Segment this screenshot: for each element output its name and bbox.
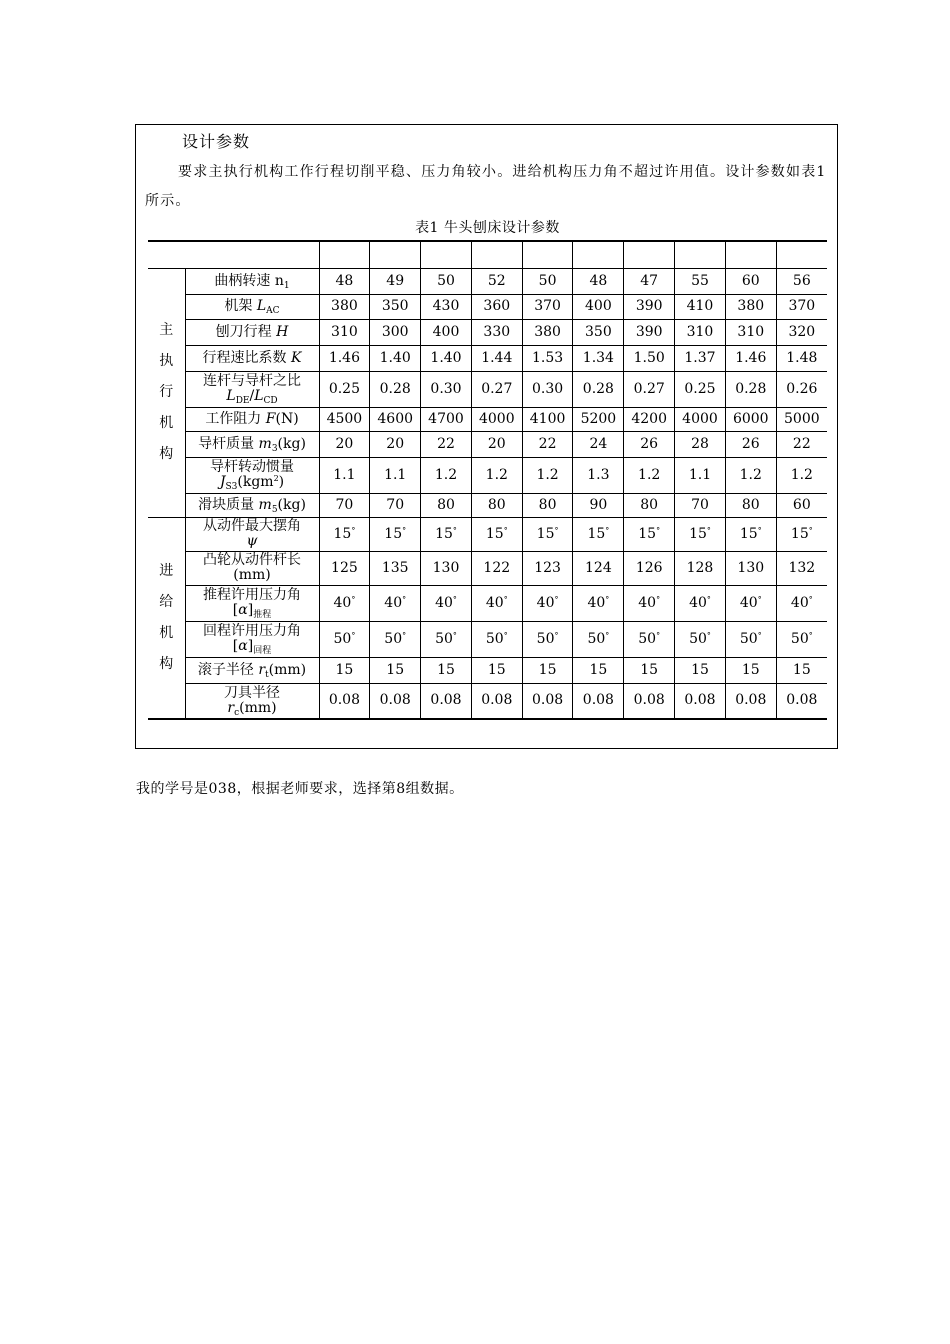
parameter-value: 50° bbox=[624, 621, 675, 657]
parameter-value: 60 bbox=[725, 268, 776, 294]
parameter-value: 5200 bbox=[573, 407, 624, 431]
parameter-value: 0.30 bbox=[421, 371, 472, 407]
parameter-value: 20 bbox=[370, 431, 421, 457]
parameter-label: 滑块质量 $m_5(kg)$ bbox=[185, 493, 319, 517]
parameter-value: 1.2 bbox=[776, 457, 827, 493]
parameter-value: 0.08 bbox=[421, 683, 472, 719]
parameter-value: 350 bbox=[573, 319, 624, 345]
parameter-value: 0.08 bbox=[573, 683, 624, 719]
table-row bbox=[148, 268, 827, 294]
parameter-value: 1.1 bbox=[370, 457, 421, 493]
parameter-value: 15° bbox=[675, 517, 726, 551]
parameter-value: 128 bbox=[675, 551, 726, 585]
table-row bbox=[148, 517, 827, 551]
column-header bbox=[471, 241, 522, 268]
parameter-value: 50° bbox=[573, 621, 624, 657]
parameter-value: 300 bbox=[370, 319, 421, 345]
parameter-value: 50° bbox=[421, 621, 472, 657]
table-row bbox=[148, 407, 827, 431]
parameter-value: 40° bbox=[522, 585, 573, 621]
header-label bbox=[148, 241, 319, 268]
parameter-value: 40° bbox=[471, 585, 522, 621]
parameter-value: 15° bbox=[624, 517, 675, 551]
header-row bbox=[148, 241, 827, 268]
parameter-value: 0.25 bbox=[675, 371, 726, 407]
parameter-value: 15° bbox=[471, 517, 522, 551]
column-header bbox=[370, 241, 421, 268]
parameter-value: 26 bbox=[725, 431, 776, 457]
parameter-value: 0.08 bbox=[725, 683, 776, 719]
table-row bbox=[148, 585, 827, 621]
table-row bbox=[148, 319, 827, 345]
parameter-value: 49 bbox=[370, 268, 421, 294]
parameter-value: 15° bbox=[725, 517, 776, 551]
parameter-value: 370 bbox=[522, 294, 573, 319]
parameter-value: 0.28 bbox=[370, 371, 421, 407]
parameter-label: 曲柄转速 $n_1$ bbox=[185, 268, 319, 294]
parameter-value: 1.44 bbox=[471, 345, 522, 371]
parameter-value: 15 bbox=[725, 657, 776, 683]
table-row bbox=[148, 457, 827, 493]
parameter-value: 310 bbox=[725, 319, 776, 345]
group-name: 主 执 行 机 构 bbox=[159, 322, 174, 462]
column-header bbox=[776, 241, 827, 268]
parameter-value: 40° bbox=[725, 585, 776, 621]
parameter-value: 380 bbox=[319, 294, 370, 319]
parameter-value: 15° bbox=[370, 517, 421, 551]
parameter-value: 1.3 bbox=[573, 457, 624, 493]
parameter-value: 0.27 bbox=[471, 371, 522, 407]
parameter-value: 70 bbox=[675, 493, 726, 517]
parameter-value: 0.30 bbox=[522, 371, 573, 407]
parameter-label: 机架 $L_{AC}$ bbox=[185, 294, 319, 319]
parameter-value: 15° bbox=[573, 517, 624, 551]
parameter-value: 123 bbox=[522, 551, 573, 585]
parameter-value: 390 bbox=[624, 294, 675, 319]
parameter-value: 22 bbox=[522, 431, 573, 457]
parameter-value: 1.40 bbox=[421, 345, 472, 371]
parameter-value: 0.27 bbox=[624, 371, 675, 407]
group-label bbox=[148, 268, 185, 517]
parameter-value: 22 bbox=[776, 431, 827, 457]
table-caption: 表1 牛头刨床设计参数 bbox=[415, 220, 560, 236]
parameter-value: 50° bbox=[370, 621, 421, 657]
parameter-value: 330 bbox=[471, 319, 522, 345]
table-row bbox=[148, 371, 827, 407]
parameter-value: 80 bbox=[624, 493, 675, 517]
parameter-label: 滚子半径 $r_t(mm)$ bbox=[185, 657, 319, 683]
parameter-label: 刀具半径 $r_c(mm)$ bbox=[185, 683, 319, 719]
parameter-value: 48 bbox=[319, 268, 370, 294]
column-header bbox=[675, 241, 726, 268]
parameter-value: 122 bbox=[471, 551, 522, 585]
section-heading: 设计参数 bbox=[182, 132, 251, 151]
parameter-value: 1.53 bbox=[522, 345, 573, 371]
parameter-value: 380 bbox=[522, 319, 573, 345]
parameter-value: 15 bbox=[675, 657, 726, 683]
parameter-value: 15 bbox=[522, 657, 573, 683]
parameter-value: 90 bbox=[573, 493, 624, 517]
parameter-value: 1.2 bbox=[471, 457, 522, 493]
parameter-value: 1.1 bbox=[675, 457, 726, 493]
parameter-value: 0.08 bbox=[624, 683, 675, 719]
parameter-value: 126 bbox=[624, 551, 675, 585]
parameter-value: 52 bbox=[471, 268, 522, 294]
parameter-value: 47 bbox=[624, 268, 675, 294]
parameter-value: 4700 bbox=[421, 407, 472, 431]
parameter-value: 0.08 bbox=[776, 683, 827, 719]
parameter-value: 1.40 bbox=[370, 345, 421, 371]
parameter-value: 15° bbox=[776, 517, 827, 551]
parameter-value: 0.28 bbox=[573, 371, 624, 407]
parameter-value: 48 bbox=[573, 268, 624, 294]
parameter-value: 20 bbox=[319, 431, 370, 457]
parameter-value: 60 bbox=[776, 493, 827, 517]
parameter-value: 1.2 bbox=[421, 457, 472, 493]
parameter-value: 15 bbox=[624, 657, 675, 683]
parameter-label: 凸轮从动件杆长 (mm) bbox=[185, 551, 319, 585]
parameter-value: 4100 bbox=[522, 407, 573, 431]
parameter-value: 310 bbox=[675, 319, 726, 345]
table-row bbox=[148, 621, 827, 657]
parameter-value: 4500 bbox=[319, 407, 370, 431]
parameter-value: 15° bbox=[522, 517, 573, 551]
parameter-value: 0.08 bbox=[675, 683, 726, 719]
parameter-value: 15 bbox=[573, 657, 624, 683]
parameter-value: 50° bbox=[675, 621, 726, 657]
parameter-label: 刨刀行程 H bbox=[185, 319, 319, 345]
parameter-value: 1.1 bbox=[319, 457, 370, 493]
parameter-value: 0.08 bbox=[471, 683, 522, 719]
parameter-value: 40° bbox=[776, 585, 827, 621]
table-row bbox=[148, 657, 827, 683]
parameter-value: 4000 bbox=[471, 407, 522, 431]
parameter-value: 135 bbox=[370, 551, 421, 585]
parameter-value: 124 bbox=[573, 551, 624, 585]
parameter-value: 24 bbox=[573, 431, 624, 457]
parameter-value: 50° bbox=[471, 621, 522, 657]
parameter-label: 导杆转动惯量 $J_{S3}(kgm^2)$ bbox=[185, 457, 319, 493]
parameter-value: 0.26 bbox=[776, 371, 827, 407]
parameter-value: 80 bbox=[421, 493, 472, 517]
parameter-value: 20 bbox=[471, 431, 522, 457]
column-header bbox=[319, 241, 370, 268]
parameter-value: 400 bbox=[421, 319, 472, 345]
column-header bbox=[522, 241, 573, 268]
table-row bbox=[148, 431, 827, 457]
design-parameter-table bbox=[148, 240, 827, 720]
parameter-value: 0.08 bbox=[522, 683, 573, 719]
parameter-value: 0.28 bbox=[725, 371, 776, 407]
parameter-label: 工作阻力 F(N) bbox=[185, 407, 319, 431]
table-row bbox=[148, 345, 827, 371]
parameter-value: 4200 bbox=[624, 407, 675, 431]
column-header bbox=[421, 241, 472, 268]
requirements-paragraph: 要求主执行机构工作行程切削平稳、压力角较小。进给机构压力角不超过许用值。设计参数如表1所示。 bbox=[145, 164, 827, 209]
parameter-value: 50° bbox=[776, 621, 827, 657]
parameter-value: 15 bbox=[370, 657, 421, 683]
table-row bbox=[148, 551, 827, 585]
column-header bbox=[573, 241, 624, 268]
parameter-value: 310 bbox=[319, 319, 370, 345]
parameter-value: 28 bbox=[675, 431, 726, 457]
column-header bbox=[624, 241, 675, 268]
parameter-value: 70 bbox=[319, 493, 370, 517]
parameter-value: 1.46 bbox=[725, 345, 776, 371]
group-name: 进 给 机 构 bbox=[159, 562, 174, 672]
parameter-value: 0.25 bbox=[319, 371, 370, 407]
parameter-value: 15 bbox=[776, 657, 827, 683]
parameter-value: 430 bbox=[421, 294, 472, 319]
parameter-value: 40° bbox=[675, 585, 726, 621]
student-note: 我的学号是038，根据老师要求，选择第8组数据。 bbox=[136, 781, 464, 797]
parameter-label: 推程许用压力角 $[\alpha]_{推程}$ bbox=[185, 585, 319, 621]
group-label bbox=[148, 517, 185, 719]
parameter-value: 1.34 bbox=[573, 345, 624, 371]
parameter-value: 50 bbox=[522, 268, 573, 294]
parameter-value: 4600 bbox=[370, 407, 421, 431]
table-row bbox=[148, 683, 827, 719]
parameter-value: 1.2 bbox=[624, 457, 675, 493]
parameter-value: 5000 bbox=[776, 407, 827, 431]
parameter-value: 15 bbox=[421, 657, 472, 683]
table-row bbox=[148, 294, 827, 319]
parameter-value: 40° bbox=[421, 585, 472, 621]
parameter-value: 380 bbox=[725, 294, 776, 319]
parameter-value: 410 bbox=[675, 294, 726, 319]
parameter-value: 15 bbox=[319, 657, 370, 683]
parameter-label: 连杆与导杆之比 $L_{DE}/L_{CD}$ bbox=[185, 371, 319, 407]
parameter-value: 40° bbox=[573, 585, 624, 621]
parameter-value: 4000 bbox=[675, 407, 726, 431]
parameter-value: 1.37 bbox=[675, 345, 726, 371]
parameter-value: 0.08 bbox=[319, 683, 370, 719]
parameter-value: 0.08 bbox=[370, 683, 421, 719]
parameter-value: 1.46 bbox=[319, 345, 370, 371]
table-row bbox=[148, 493, 827, 517]
parameter-value: 40° bbox=[624, 585, 675, 621]
parameter-value: 50° bbox=[522, 621, 573, 657]
parameter-value: 1.48 bbox=[776, 345, 827, 371]
parameter-value: 350 bbox=[370, 294, 421, 319]
parameter-value: 400 bbox=[573, 294, 624, 319]
parameter-value: 15° bbox=[421, 517, 472, 551]
parameter-label: 从动件最大摆角 ψ bbox=[185, 517, 319, 551]
parameter-value: 80 bbox=[522, 493, 573, 517]
parameter-value: 40° bbox=[370, 585, 421, 621]
parameter-value: 80 bbox=[471, 493, 522, 517]
parameter-value: 26 bbox=[624, 431, 675, 457]
parameter-value: 55 bbox=[675, 268, 726, 294]
parameter-label: 行程速比系数 K bbox=[185, 345, 319, 371]
parameter-value: 56 bbox=[776, 268, 827, 294]
parameter-value: 130 bbox=[421, 551, 472, 585]
parameter-value: 40° bbox=[319, 585, 370, 621]
column-header bbox=[725, 241, 776, 268]
parameter-value: 360 bbox=[471, 294, 522, 319]
parameter-value: 1.50 bbox=[624, 345, 675, 371]
parameter-value: 50 bbox=[421, 268, 472, 294]
parameter-value: 132 bbox=[776, 551, 827, 585]
parameter-value: 370 bbox=[776, 294, 827, 319]
parameter-value: 390 bbox=[624, 319, 675, 345]
parameter-value: 125 bbox=[319, 551, 370, 585]
parameter-value: 15° bbox=[319, 517, 370, 551]
parameter-value: 6000 bbox=[725, 407, 776, 431]
parameter-value: 15 bbox=[471, 657, 522, 683]
parameter-value: 50° bbox=[725, 621, 776, 657]
parameter-value: 22 bbox=[421, 431, 472, 457]
parameter-label: 回程许用压力角 $[\alpha]_{回程}$ bbox=[185, 621, 319, 657]
parameter-value: 80 bbox=[725, 493, 776, 517]
parameter-value: 130 bbox=[725, 551, 776, 585]
parameter-value: 50° bbox=[319, 621, 370, 657]
parameter-value: 1.2 bbox=[522, 457, 573, 493]
parameter-value: 320 bbox=[776, 319, 827, 345]
parameter-value: 70 bbox=[370, 493, 421, 517]
parameter-value: 1.2 bbox=[725, 457, 776, 493]
parameter-label: 导杆质量 $m_3(kg)$ bbox=[185, 431, 319, 457]
